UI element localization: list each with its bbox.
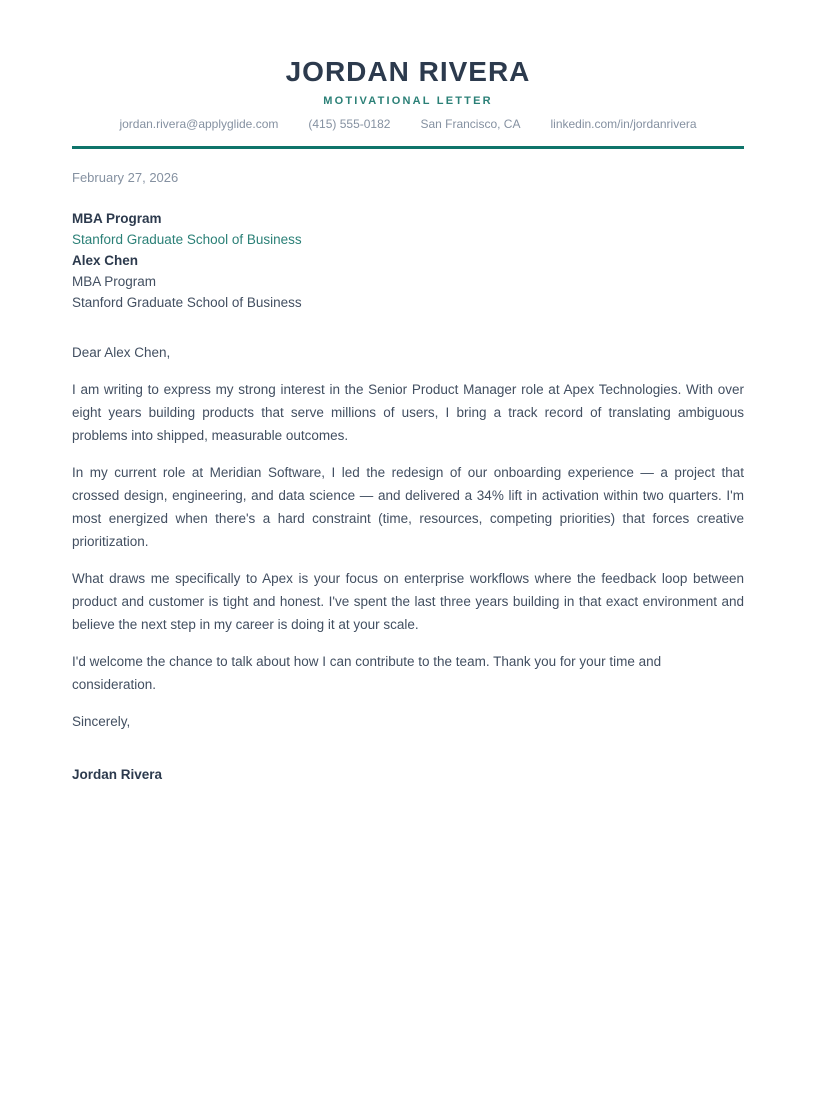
salutation: Dear Alex Chen, [72,345,171,360]
recipient-program: MBA Program [72,211,162,226]
letter-date: February 27, 2026 [72,170,179,185]
document-type-label: MOTIVATIONAL LETTER [323,95,493,107]
recipient-block [72,208,744,313]
body-paragraph: In my current role at Meridian Software, I led the redesign of our onboarding experience — a project that crossed design, engineering, and data science — and delivered a 34% lift in activation within two quarters. I'm most energized when there's a hard constraint (time, resources, competing priorities) that forces creative prioritization. [72,465,744,549]
closing: Sincerely, [72,714,131,729]
letter-header [72,56,744,149]
contact-location: San Francisco, CA [420,117,521,131]
contact-linkedin: linkedin.com/in/jordanrivera [550,117,697,131]
letter-body [72,341,744,782]
contact-phone: (415) 555-0182 [308,117,391,131]
body-paragraph: I am writing to express my strong interest in the Senior Product Manager role at Apex Technologies. With over eight years building products that serve millions of users, I bring a track record of translating ambiguous problems into shipped, measurable outcomes. [72,382,744,443]
recipient-contact-name: Alex Chen [72,253,139,268]
body-paragraph: What draws me specifically to Apex is your focus on enterprise workflows where the feedback loop between product and customer is tight and honest. I've spent the last three years building in that exact environment and believe the next step in my career is doing it at your scale. [72,571,744,632]
signature-name: Jordan Rivera [72,767,163,782]
body-paragraph: I'd welcome the chance to talk about how I can contribute to the team. Thank you for your time and consideration. [72,654,662,692]
recipient-contact-school: Stanford Graduate School of Business [72,295,302,310]
recipient-school-link[interactable]: Stanford Graduate School of Business [72,232,302,247]
header-divider [72,146,744,149]
applicant-name: JORDAN RIVERA [285,56,531,87]
contact-email: jordan.rivera@applyglide.com [119,117,279,131]
contact-row [72,117,744,131]
recipient-contact-program: MBA Program [72,274,157,289]
